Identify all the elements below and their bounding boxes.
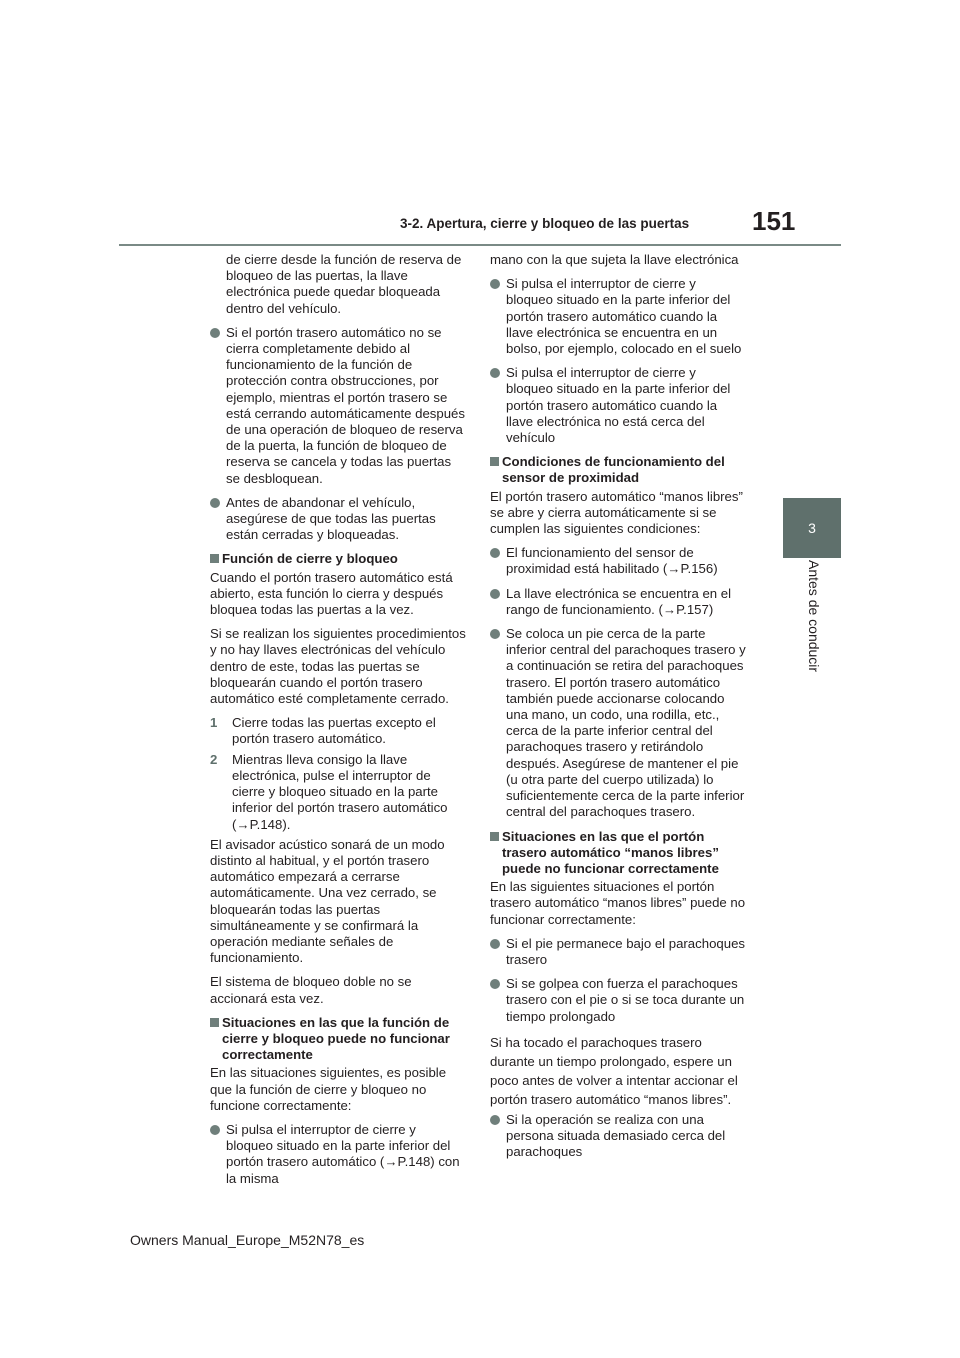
bullet-item: Si pulsa el interruptor de cierre y bloqueo situado en la parte inferior del portón trasero automático cuando la llave electrónica se encuentra en un bolso, por ejemplo, colocado en el suelo [490, 276, 746, 357]
subheading: Situaciones en las que la función de cierre y bloqueo puede no funcionar correctamente [210, 1015, 466, 1064]
bullet-item: Antes de abandonar el vehículo, asegúrese de que todas las puertas están cerradas y bloqueadas. [210, 495, 466, 544]
left-column [210, 252, 466, 1195]
bullet-item: El funcionamiento del sensor de proximidad está habilitado (→P.156) [490, 545, 746, 577]
chapter-side-label [783, 560, 841, 710]
bullet-item: Si el portón trasero automático no se cierra completamente debido al funcionamiento de la función de protección contra obstrucciones, por ejemplo, mientras el portón trasero se está cerrando automáticamente después de una operación de bloqueo de reserva de la puerta, la función de bloqueo de reserva se cancela y todas las puertas se desbloquean. [210, 325, 466, 487]
bullet-item: Si el pie permanece bajo el parachoques trasero [490, 936, 746, 968]
step-number: 2 [210, 751, 218, 767]
paragraph: Si se realizan los siguientes procedimientos y no hay llaves electrónicas del vehículo dentro de este, todas las puertas se bloquearán cuando el portón trasero automático esté completamente cerrado. [210, 626, 466, 707]
paragraph: Si ha tocado el parachoques trasero durante un tiempo prolongado, espere un poco antes de volver a intentar accionar el portón trasero automático “manos libres”. [490, 1034, 738, 1107]
header-divider [119, 244, 841, 246]
continued-text: mano con la que sujeta la llave electrónica [490, 252, 739, 267]
paragraph: El portón trasero automático “manos libres” se abre y cierra automáticamente si se cumplen las siguientes condiciones: [490, 488, 743, 537]
step-text: Mientras lleva consigo la llave electrónica, pulse el interruptor de cierre y bloqueo situado en la parte inferior del portón trasero automático (→P.148). [232, 751, 448, 832]
bullet-item: Se coloca un pie cerca de la parte inferior central del parachoques trasero y a continuación se retira del parachoques trasero. El portón trasero automático también puede accionarse colocando una mano, un codo, una rodilla, etc., cerca de la parte inferior central del parachoques trasero y retirándolo después. Asegúrese de mantener el pie (u otra parte del cuerpo utilizada) lo suficientemente cerca de la parte inferior central del parachoques trasero. [490, 626, 746, 820]
subheading: Función de cierre y bloqueo [210, 551, 466, 567]
continued-text: de cierre desde la función de reserva de bloqueo de las puertas, la llave electrónica puede quedar bloqueada dentro del vehículo. [226, 252, 462, 316]
bullet-item: Si pulsa el interruptor de cierre y bloqueo situado en la parte inferior del portón trasero automático cuando la llave electrónica no está cerca del vehículo [490, 365, 746, 446]
chapter-title: Antes de conducir [806, 560, 822, 673]
step-item [210, 752, 466, 833]
paragraph: El sistema de bloqueo doble no se accionará esta vez. [210, 974, 412, 1006]
bullet-item: Si la operación se realiza con una persona situada demasiado cerca del parachoques [490, 1112, 746, 1161]
step-item [210, 715, 466, 747]
bullet-item: Si pulsa el interruptor de cierre y bloqueo situado en la parte inferior del portón trasero automático (→P.148) con la misma [210, 1122, 466, 1187]
paragraph: El avisador acústico sonará de un modo distinto al habitual, y el portón trasero automático empezará a cerrarse automáticamente. Una vez cerrado, se bloquearán todas las puertas simultáneamente y se confirmará la operación mediante señales de funcionamiento. [210, 836, 445, 966]
section-title: 3-2. Apertura, cierre y bloqueo de las puertas [400, 216, 690, 231]
subheading: Situaciones en las que el portón trasero automático “manos libres” puede no funcionar correctamente [490, 829, 746, 878]
paragraph: En las situaciones siguientes, es posible que la función de cierre y bloqueo no funcione correctamente: [210, 1065, 447, 1113]
step-number: 1 [210, 715, 218, 731]
paragraph: En las siguientes situaciones el portón trasero automático “manos libres” puede no funcionar correctamente: [490, 879, 746, 927]
right-column [490, 252, 746, 1168]
footer-text: Owners Manual_Europe_M52N78_es [130, 1232, 365, 1248]
step-text: Cierre todas las puertas excepto el portón trasero automático. [232, 715, 436, 747]
subheading: Condiciones de funcionamiento del sensor de proximidad [490, 454, 746, 486]
bullet-item: La llave electrónica se encuentra en el rango de funcionamiento. (→P.157) [490, 586, 746, 618]
bullet-item: Si se golpea con fuerza el parachoques trasero con el pie o si se toca durante un tiempo prolongado [490, 976, 746, 1025]
chapter-tab: 3 [783, 498, 841, 558]
paragraph: Cuando el portón trasero automático está abierto, esta función lo cierra y después bloquea todas las puertas a la vez. [210, 569, 453, 618]
page-number: 151 [752, 206, 796, 236]
